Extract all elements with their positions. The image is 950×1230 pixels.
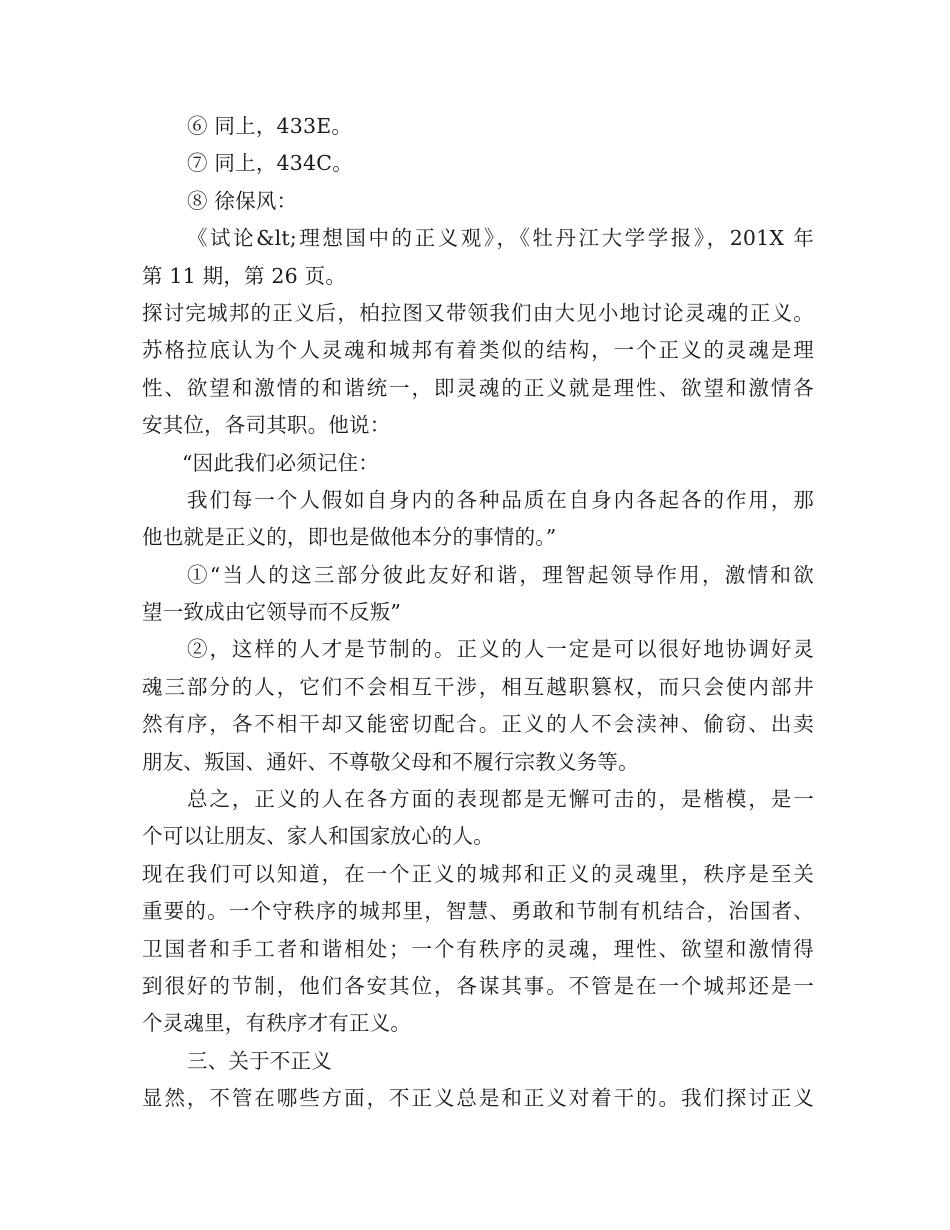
paragraph-line: 重要的。一个守秩序的城邦里，智慧、勇敢和节制有机结合，治国者、	[142, 899, 814, 924]
footnote-8: ⑧ 徐保风：	[187, 188, 298, 213]
paragraph-line: 然有序，各不相干却又能密切配合。正义的人不会渎神、偷窃、出卖	[142, 712, 814, 737]
quote-line: 我们每一个人假如自身内的各种品质在自身内各起各的作用，那	[187, 487, 814, 512]
paragraph-line: 魂三部分的人，它们不会相互干涉，相互越职篡权，而只会使内部井	[142, 674, 814, 699]
quote-line: ①“当人的这三部分彼此友好和谐，理智起领导作用，激情和欲	[187, 562, 814, 587]
footnote-8-citation-cont: 第 11 期，第 26 页。	[142, 263, 347, 288]
paragraph-line: 探讨完城邦的正义后，柏拉图又带领我们由大见小地讨论灵魂的正义。	[142, 300, 814, 325]
footnote-6: ⑥ 同上，433E。	[187, 114, 353, 138]
document-page	[142, 108, 814, 1118]
paragraph-line: 总之，正义的人在各方面的表现都是无懈可击的，是楷模，是一	[187, 787, 814, 812]
quote-line: “因此我们必须记住：	[182, 450, 379, 475]
paragraph-line: 现在我们可以知道，在一个正义的城邦和正义的灵魂里，秩序是至关	[142, 861, 814, 886]
quote-line: 望一致成由它领导而不反叛”	[142, 600, 402, 625]
paragraph-line: 苏格拉底认为个人灵魂和城邦有着类似的结构，一个正义的灵魂是理	[142, 338, 814, 363]
paragraph-line: 个可以让朋友、家人和国家放心的人。	[142, 824, 494, 849]
footnote-8-citation: 《试论&lt;理想国中的正义观》，《牡丹江大学学报》，201X 年	[187, 226, 814, 251]
paragraph-line: 朋友、叛国、通奸、不尊敬父母和不履行宗教义务等。	[142, 749, 639, 774]
paragraph-line: 显然，不管在哪些方面，不正义总是和正义对着干的。我们探讨正义	[142, 1086, 814, 1111]
paragraph-line: 安其位，各司其职。他说：	[142, 413, 391, 438]
paragraph-line: 到很好的节制，他们各安其位，各谋其事。不管是在一个城邦还是一	[142, 973, 814, 998]
footnote-7: ⑦ 同上，434C。	[187, 151, 353, 176]
paragraph-line: ②，这样的人才是节制的。正义的人一定是可以很好地协调好灵	[187, 637, 814, 662]
paragraph-line: 性、欲望和激情的和谐统一，即灵魂的正义就是理性、欲望和激情各	[142, 375, 814, 400]
quote-line: 他也就是正义的，即也是做他本分的事情的。”	[142, 525, 557, 550]
section-heading: 三、关于不正义	[187, 1048, 332, 1073]
paragraph-line: 卫国者和手工者和谐相处；一个有秩序的灵魂，理性、欲望和激情得	[142, 936, 814, 961]
paragraph-line: 个灵魂里，有秩序才有正义。	[142, 1011, 412, 1036]
